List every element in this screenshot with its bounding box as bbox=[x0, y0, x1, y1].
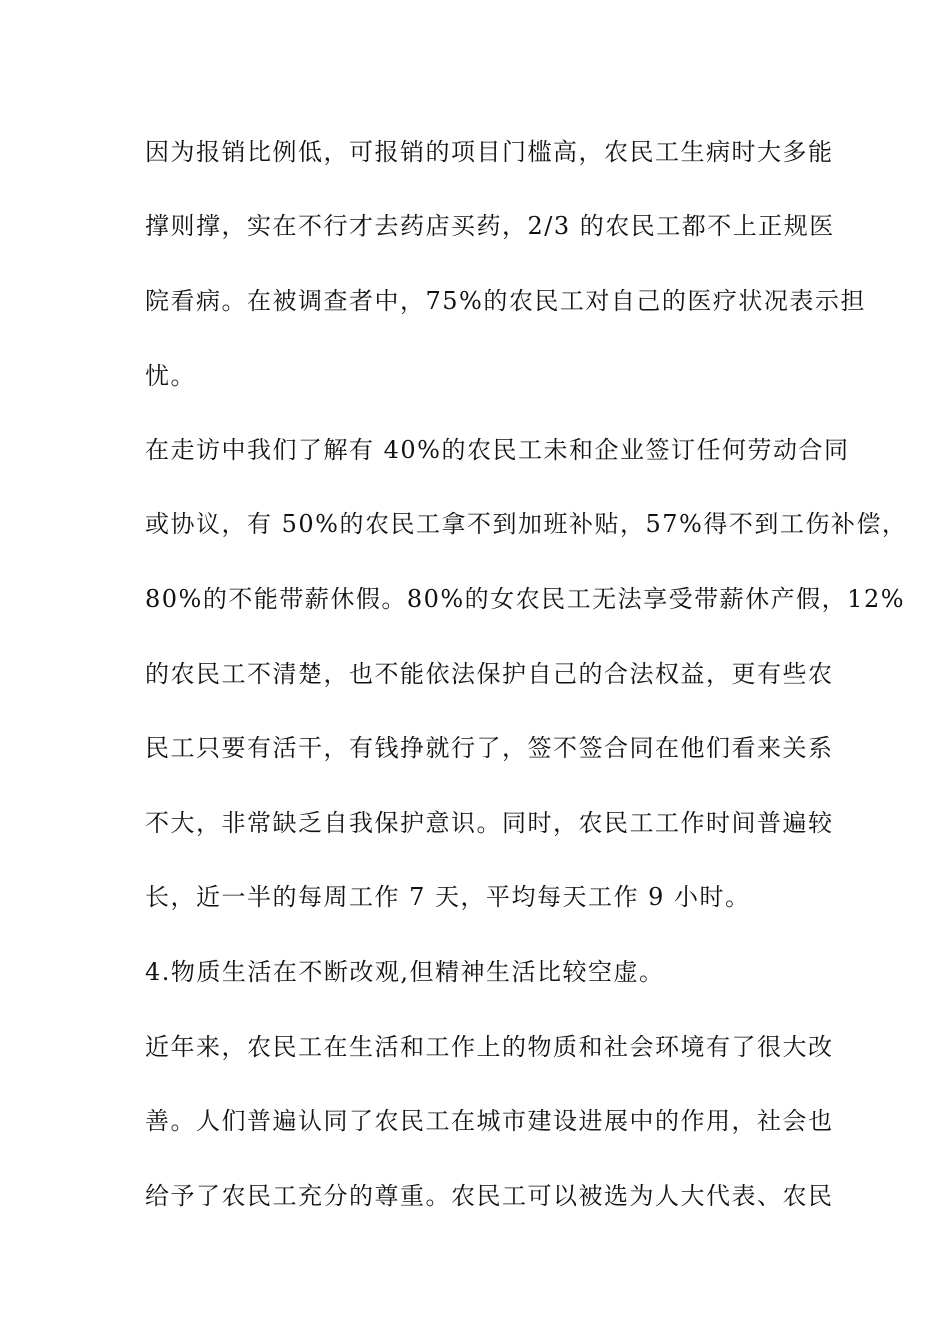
text-line: 忧。 bbox=[145, 362, 196, 390]
section-heading: 4.物质生活在不断改观,但精神生活比较空虚。 bbox=[145, 958, 665, 986]
text-line: 撑则撑，实在不行才去药店买药，2/3 的农民工都不上正规医 bbox=[145, 212, 835, 240]
text-line: 民工只要有活干，有钱挣就行了，签不签合同在他们看来关系 bbox=[145, 734, 834, 762]
text-line: 或协议，有 50%的农民工拿不到加班补贴，57%得不到工伤补偿， bbox=[145, 510, 908, 538]
text-line: 的农民工不清楚，也不能依法保护自己的合法权益，更有些农 bbox=[145, 660, 834, 688]
text-line: 院看病。在被调查者中，75%的农民工对自己的医疗状况表示担 bbox=[145, 287, 866, 315]
text-line: 80%的不能带薪休假。80%的女农民工无法享受带薪休产假，12% bbox=[145, 585, 906, 613]
text-line: 长，近一半的每周工作 7 天，平均每天工作 9 小时。 bbox=[145, 883, 751, 911]
text-line: 近年来，农民工在生活和工作上的物质和社会环境有了很大改 bbox=[145, 1033, 834, 1061]
text-line: 在走访中我们了解有 40%的农民工未和企业签订任何劳动合同 bbox=[145, 436, 850, 464]
text-line: 给予了农民工充分的尊重。农民工可以被选为人大代表、农民 bbox=[145, 1182, 834, 1210]
text-line: 因为报销比例低，可报销的项目门槛高，农民工生病时大多能 bbox=[145, 138, 834, 166]
text-line: 善。人们普遍认同了农民工在城市建设进展中的作用，社会也 bbox=[145, 1107, 834, 1135]
text-line: 不大，非常缺乏自我保护意识。同时，农民工工作时间普遍较 bbox=[145, 809, 834, 837]
